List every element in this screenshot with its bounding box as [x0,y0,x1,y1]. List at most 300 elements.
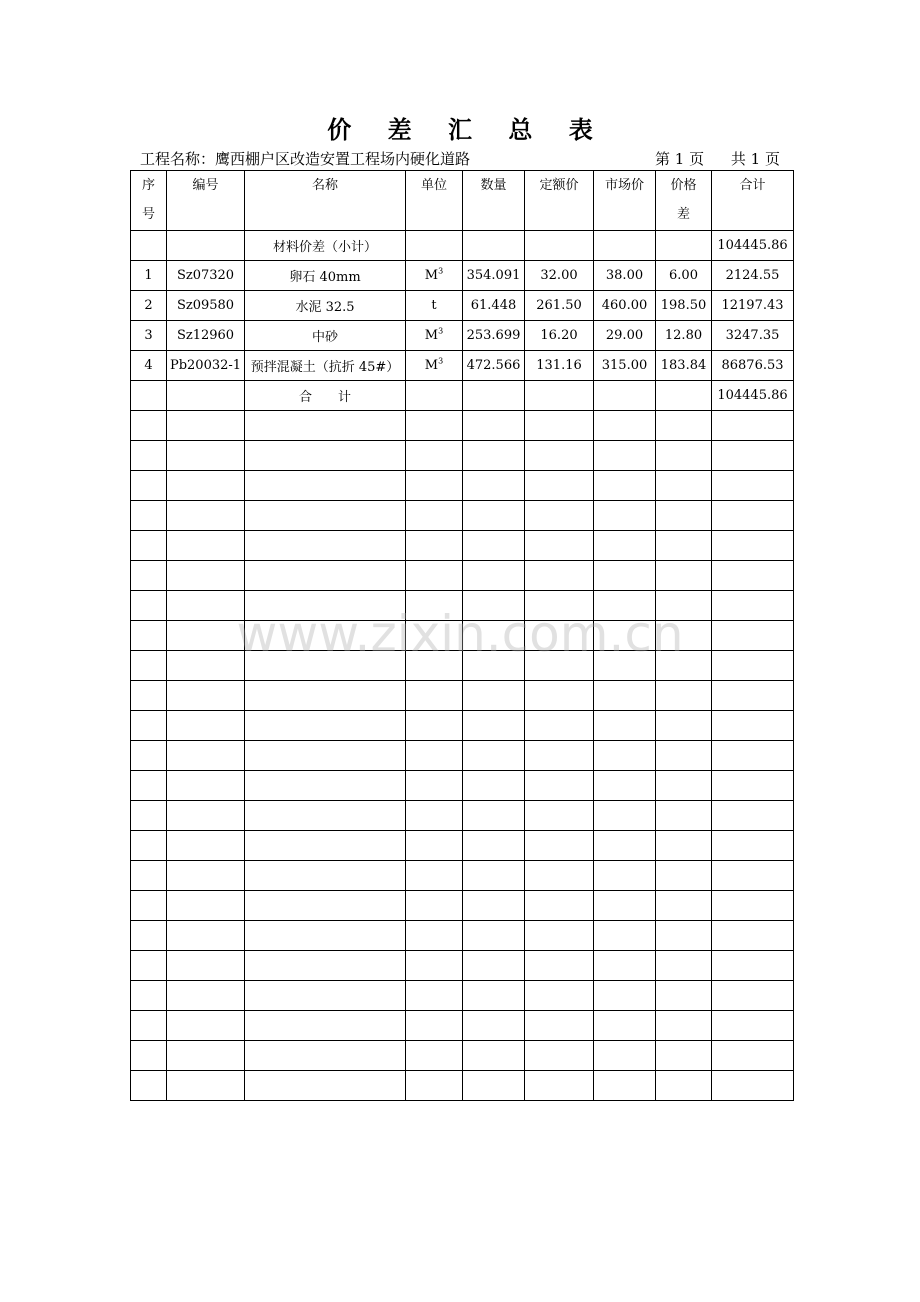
cell-diff: 12.80 [656,321,712,351]
blank-cell [594,711,656,741]
unit-text: M [424,358,439,373]
header-row [131,171,794,231]
table-row [131,321,794,351]
blank-cell [463,591,525,621]
blank-cell [712,591,794,621]
blank-cell [131,531,167,561]
blank-cell [245,591,406,621]
cell-code: Pb20032-1 [167,351,245,381]
subtotal-row [131,231,794,261]
blank-cell [712,891,794,921]
blank-cell [245,741,406,771]
blank-cell [656,921,712,951]
blank-cell [131,771,167,801]
blank-row [131,771,794,801]
cell-unit [406,261,463,291]
blank-cell [131,621,167,651]
blank-cell [463,501,525,531]
blank-cell [656,951,712,981]
blank-cell [167,711,245,741]
blank-row [131,1041,794,1071]
blank-cell [712,561,794,591]
blank-row [131,921,794,951]
blank-cell [167,1071,245,1101]
blank-cell [594,531,656,561]
blank-cell [656,981,712,1011]
blank-cell [167,651,245,681]
total-row [131,381,794,411]
cell-qty: 61.448 [463,291,525,321]
blank-cell [525,771,594,801]
blank-cell [463,771,525,801]
blank-cell [131,441,167,471]
blank-cell [245,801,406,831]
blank-cell [525,531,594,561]
blank-cell [712,411,794,441]
blank-cell [656,1011,712,1041]
blank-cell [131,1041,167,1071]
blank-cell [131,411,167,441]
cell-market: 29.00 [594,321,656,351]
blank-cell [594,591,656,621]
watermark: www.zixin.com.cn [236,605,684,663]
blank-cell [463,441,525,471]
blank-cell [594,1071,656,1101]
header-seq-line1: 序 [141,178,155,193]
blank-cell [131,1011,167,1041]
cell-seq: 4 [131,351,167,381]
blank-cell [167,621,245,651]
blank-cell [406,771,463,801]
blank-cell [712,831,794,861]
cell-code: Sz07320 [167,261,245,291]
blank-cell [245,771,406,801]
blank-cell [406,861,463,891]
blank-cell [712,861,794,891]
blank-cell [594,441,656,471]
blank-cell [167,861,245,891]
blank-cell [131,1071,167,1101]
blank-cell [656,771,712,801]
blank-cell [131,921,167,951]
page-total: 共 1 页 [730,150,780,168]
unit-sup: 3 [438,326,444,336]
header-name: 名称 [245,171,406,231]
blank-cell [594,621,656,651]
blank-cell [131,501,167,531]
table-row [131,351,794,381]
blank-cell [594,1011,656,1041]
blank-cell [245,711,406,741]
blank-cell [656,411,712,441]
blank-cell [712,1071,794,1101]
blank-cell [245,921,406,951]
blank-cell [525,441,594,471]
blank-cell [406,561,463,591]
blank-cell [131,471,167,501]
blank-cell [406,411,463,441]
blank-cell [712,741,794,771]
unit-sup: 3 [438,356,444,366]
blank-cell [167,1011,245,1041]
blank-cell [131,591,167,621]
cell-quota: 261.50 [525,291,594,321]
blank-cell [525,741,594,771]
blank-row [131,801,794,831]
blank-cell [167,591,245,621]
page-title: 价 差 汇 总 表 [327,115,607,144]
blank-cell [656,471,712,501]
blank-cell [167,501,245,531]
blank-cell [656,531,712,561]
blank-cell [167,531,245,561]
header-unit: 单位 [406,171,463,231]
blank-cell [525,471,594,501]
blank-cell [463,1071,525,1101]
header-qty: 数量 [463,171,525,231]
blank-cell [245,1071,406,1101]
blank-cell [463,621,525,651]
blank-cell [167,681,245,711]
blank-cell [245,981,406,1011]
header-diff-line1: 价格 [670,178,697,193]
blank-cell [656,651,712,681]
blank-cell [656,801,712,831]
blank-cell [594,1041,656,1071]
blank-cell [406,831,463,861]
blank-cell [245,501,406,531]
cell-market: 460.00 [594,291,656,321]
blank-cell [525,1011,594,1041]
header-code: 编号 [167,171,245,231]
blank-cell [656,741,712,771]
blank-cell [245,651,406,681]
blank-cell [525,981,594,1011]
blank-cell [406,711,463,741]
blank-cell [656,441,712,471]
blank-cell [712,711,794,741]
blank-cell [406,951,463,981]
blank-cell [463,1011,525,1041]
blank-cell [131,741,167,771]
blank-cell [594,891,656,921]
unit-text: M [424,328,439,343]
blank-cell [656,1041,712,1071]
blank-row [131,1071,794,1101]
blank-cell [525,711,594,741]
cell-quota: 131.16 [525,351,594,381]
page-current: 第 1 页 [655,150,705,168]
blank-cell [406,981,463,1011]
blank-cell [406,681,463,711]
blank-cell [245,951,406,981]
cell-quota: 32.00 [525,261,594,291]
cell-diff: 6.00 [656,261,712,291]
blank-cell [594,741,656,771]
cell-unit [406,351,463,381]
blank-cell [525,921,594,951]
blank-cell [594,951,656,981]
blank-cell [131,951,167,981]
blank-cell [525,411,594,441]
blank-row [131,861,794,891]
blank-cell [525,1071,594,1101]
blank-cell [594,681,656,711]
table-row [131,261,794,291]
blank-cell [712,981,794,1011]
blank-row [131,501,794,531]
blank-cell [463,951,525,981]
header-seq [131,171,167,231]
blank-cell [245,831,406,861]
blank-cell [167,771,245,801]
blank-row [131,981,794,1011]
blank-row [131,711,794,741]
blank-cell [406,441,463,471]
blank-cell [525,651,594,681]
blank-cell [131,561,167,591]
blank-cell [406,1071,463,1101]
blank-cell [712,531,794,561]
blank-cell [712,681,794,711]
blank-cell [594,861,656,891]
cell-seq: 3 [131,321,167,351]
cell-diff: 183.84 [656,351,712,381]
cell-market: 38.00 [594,261,656,291]
blank-cell [406,531,463,561]
blank-cell [131,681,167,711]
blank-cell [131,981,167,1011]
blank-cell [167,741,245,771]
blank-cell [525,861,594,891]
blank-cell [594,981,656,1011]
blank-cell [656,501,712,531]
header-diff-line2: 差 [676,207,690,222]
blank-cell [131,651,167,681]
project-name: 工程名称：鹰西棚户区改造安置工程场内硬化道路 [140,150,471,168]
blank-cell [463,861,525,891]
blank-cell [656,831,712,861]
blank-cell [463,711,525,741]
blank-cell [245,861,406,891]
blank-row [131,651,794,681]
blank-cell [131,891,167,921]
cell-seq: 1 [131,261,167,291]
cell-qty: 472.566 [463,351,525,381]
blank-cell [656,681,712,711]
blank-row [131,1011,794,1041]
blank-cell [594,501,656,531]
blank-cell [463,411,525,441]
blank-cell [712,771,794,801]
blank-row [131,621,794,651]
blank-cell [245,411,406,441]
blank-cell [712,471,794,501]
subtotal-name: 材料价差（小计） [245,231,406,261]
blank-cell [463,651,525,681]
blank-cell [656,891,712,921]
header-seq-line2: 号 [141,207,155,222]
blank-cell [712,1041,794,1071]
blank-cell [656,591,712,621]
cell-name: 预拌混凝土（抗折 45#） [245,351,406,381]
blank-cell [525,831,594,861]
blank-cell [245,681,406,711]
blank-cell [712,951,794,981]
cell-unit [406,321,463,351]
blank-cell [167,981,245,1011]
blank-cell [594,561,656,591]
blank-cell [463,891,525,921]
blank-cell [525,951,594,981]
blank-cell [525,501,594,531]
blank-row [131,831,794,861]
blank-cell [406,621,463,651]
blank-cell [463,801,525,831]
blank-cell [167,471,245,501]
blank-cell [131,711,167,741]
blank-cell [167,1041,245,1071]
blank-cell [594,651,656,681]
cell-qty: 354.091 [463,261,525,291]
blank-cell [594,831,656,861]
cell-name: 中砂 [245,321,406,351]
blank-cell [712,651,794,681]
total-name: 合 计 [245,381,406,411]
unit-text: t [431,298,437,313]
blank-cell [712,801,794,831]
blank-cell [406,921,463,951]
blank-row [131,441,794,471]
page-info [655,148,780,169]
blank-cell [406,1011,463,1041]
cell-code: Sz12960 [167,321,245,351]
blank-cell [463,471,525,501]
blank-cell [656,561,712,591]
blank-row [131,891,794,921]
blank-cell [525,621,594,651]
blank-cell [245,561,406,591]
blank-cell [463,1041,525,1071]
blank-cell [406,891,463,921]
blank-row [131,591,794,621]
cell-total: 86876.53 [712,351,794,381]
blank-cell [167,891,245,921]
blank-cell [245,531,406,561]
cell-total: 12197.43 [712,291,794,321]
blank-cell [525,681,594,711]
blank-cell [594,801,656,831]
blank-cell [167,801,245,831]
header-market-price: 市场价 [594,171,656,231]
blank-cell [406,471,463,501]
blank-cell [406,741,463,771]
unit-sup: 3 [438,266,444,276]
cell-seq: 2 [131,291,167,321]
cell-total: 2124.55 [712,261,794,291]
project-meta [140,148,780,168]
blank-cell [463,741,525,771]
blank-cell [525,561,594,591]
blank-cell [463,531,525,561]
blank-cell [131,861,167,891]
blank-cell [245,1041,406,1071]
blank-cell [463,561,525,591]
blank-row [131,741,794,771]
blank-cell [712,921,794,951]
blank-row [131,411,794,441]
cell-name: 卵石 40mm [245,261,406,291]
cell-total: 3247.35 [712,321,794,351]
blank-cell [525,801,594,831]
subtotal-total: 104445.86 [712,231,794,261]
cell-quota: 16.20 [525,321,594,351]
blank-row [131,531,794,561]
blank-cell [594,771,656,801]
header-total: 合计 [712,171,794,231]
blank-cell [167,921,245,951]
table-row [131,291,794,321]
cell-market: 315.00 [594,351,656,381]
blank-cell [406,501,463,531]
price-diff-table [130,170,794,1101]
blank-cell [245,441,406,471]
cell-code: Sz09580 [167,291,245,321]
blank-cell [131,801,167,831]
cell-diff: 198.50 [656,291,712,321]
blank-cell [656,621,712,651]
blank-cell [712,621,794,651]
blank-cell [656,711,712,741]
blank-cell [712,1011,794,1041]
blank-cell [525,1041,594,1071]
blank-cell [594,411,656,441]
blank-cell [167,561,245,591]
cell-name: 水泥 32.5 [245,291,406,321]
blank-cell [712,501,794,531]
blank-cell [594,471,656,501]
blank-row [131,951,794,981]
blank-cell [656,1071,712,1101]
blank-cell [463,681,525,711]
blank-cell [167,831,245,861]
blank-cell [245,621,406,651]
blank-cell [463,921,525,951]
blank-cell [406,1041,463,1071]
blank-cell [131,831,167,861]
cell-qty: 253.699 [463,321,525,351]
total-value: 104445.86 [712,381,794,411]
blank-cell [245,471,406,501]
blank-cell [463,831,525,861]
blank-cell [167,441,245,471]
blank-cell [245,1011,406,1041]
blank-row [131,471,794,501]
blank-cell [594,921,656,951]
blank-cell [167,411,245,441]
blank-cell [712,441,794,471]
blank-cell [406,651,463,681]
blank-row [131,681,794,711]
blank-cell [656,861,712,891]
unit-text: M [424,268,439,283]
cell-unit [406,291,463,321]
blank-cell [525,891,594,921]
header-quota-price: 定额价 [525,171,594,231]
blank-row [131,561,794,591]
blank-cell [463,981,525,1011]
header-diff [656,171,712,231]
